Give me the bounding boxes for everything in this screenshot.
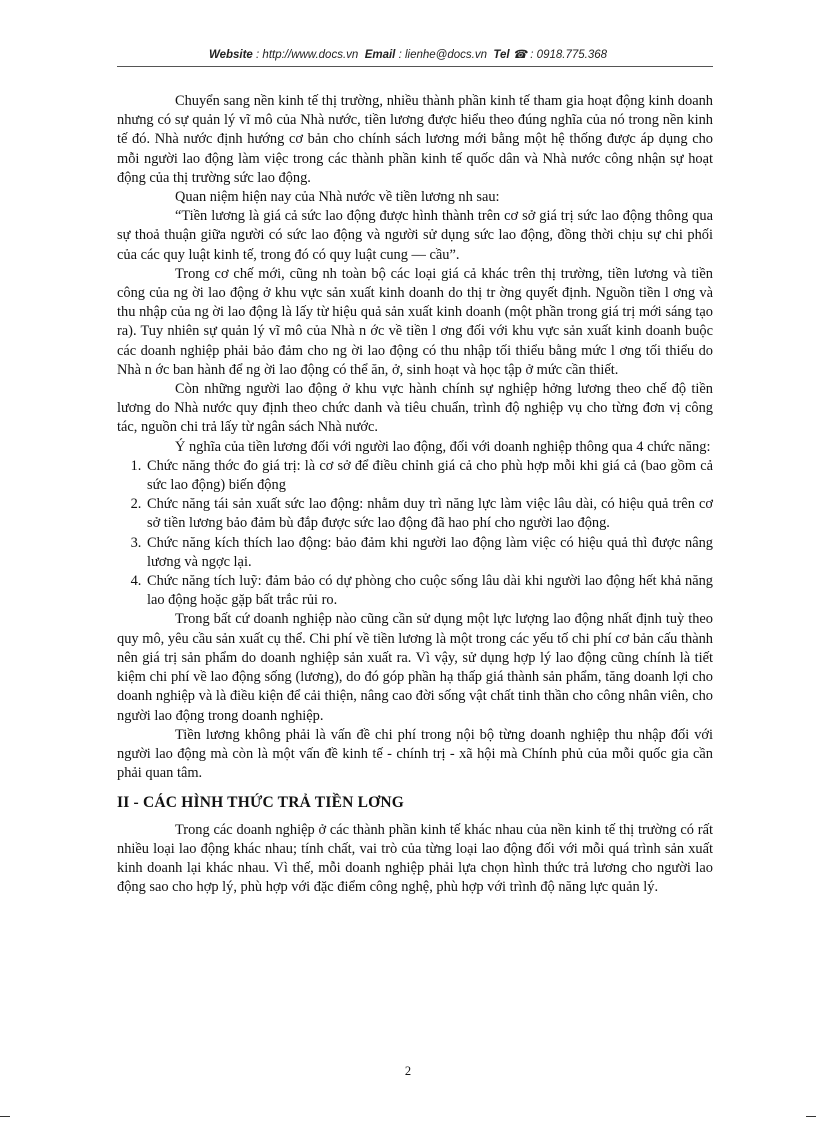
paragraph: Ý nghĩa của tiền lương đối với người lao động, đối với doanh nghiệp thông qua 4 chức năng:: [175, 438, 711, 455]
header-divider: [117, 66, 713, 67]
tel-label: Tel: [493, 49, 510, 61]
paragraph: Trong các doanh nghiệp ở các thành phần kinh tế khác nhau của nền kinh tế thị trường có rất nhiều loại lao động khác nhau; tính chất, vai trò của từng loại lao động đối với mỗi quá trình sản xuất kinh doanh lại khác nhau. Vì thế, mỗi doanh nghiệp phải lựa chọn hình thức trả lương cho người lao động sao cho hợp lý, phù hợp với đặc điểm công nghệ, phù hợp với trình độ năng lực quản lý.: [117, 821, 713, 896]
functions-list: [117, 457, 713, 611]
list-item: 4. Chức năng tích luỹ: đảm bảo có dự phòng cho cuộc sống lâu dài khi người lao động hết khả năng lao động hoặc gặp bất trắc rủi ro.: [145, 572, 713, 610]
crop-mark: [0, 1116, 10, 1117]
paragraph: Trong bất cứ doanh nghiệp nào cũng cần sử dụng một lực lượng lao động nhất định tuỳ theo quy mô, yêu cầu sản xuất cụ thể. Chi phí về tiền lương là một trong các yếu tố chi phí cơ bản cấu thành nên giá trị sản phẩm do doanh nghiệp sản xuất ra. Vì vậy, sử dụng hợp lý lao động cũng chính là tiết kiệm chi phí về lao động sống (lương), do đó góp phần hạ thấp giá thành sản phẩm, tăng doanh lợi cho doanh nghiệp và là điều kiện để cải thiện, nâng cao đời sống vật chất tinh thần cho công nhân viên, cho người lao động trong doanh nghiệp.: [117, 611, 713, 724]
website-label: Website: [208, 49, 253, 61]
quote-paragraph: “Tiền lương là giá cả sức lao động được hình thành trên cơ sở giá trị sức lao động thông qua sự thoả thuận giữa người có sức lao động và người sử dụng sức lao động, đồng thời chịu sự chi phối của các quy luật kinh tế, trong đó có quy luật cung — cầu”.: [117, 208, 713, 263]
website-value: : http://www.docs.vn: [256, 49, 359, 61]
list-item: 3. Chức năng kích thích lao động: bảo đảm khi người lao động làm việc có hiệu quả thì được nâng lương và ngợc lại.: [145, 534, 713, 572]
paragraph: Chuyển sang nền kinh tế thị trường, nhiều thành phần kinh tế tham gia hoạt động kinh doanh nhưng có sự quản lý vĩ mô của Nhà nước, tiền lương được hiểu theo đúng nghĩa của nó trong nền kinh tế đó. Nhà nước định hướng cơ bản cho chính sách lương mới bằng một hệ thống được áp dụng cho mỗi người lao động làm việc trong các thành phần kinh tế quốc dân và Nhà nước công nhận sự hoạt động của thị trường sức lao động.: [117, 93, 713, 186]
paragraph: Tiền lương không phải là vấn đề chi phí trong nội bộ từng doanh nghiệp thu nhập đối với người lao động mà còn là một vấn đề kinh tế - chính trị - xã hội mà Chính phủ của mỗi quốc gia cần phải quan tâm.: [117, 726, 713, 782]
email-value: : lienhe@docs.vn: [398, 49, 487, 61]
paragraph: Còn những người lao động ở khu vực hành chính sự nghiệp hởng lương theo chế độ tiền lương do Nhà nước quy định theo chức danh và tiêu chuẩn, trình độ nghiệp vụ cho từng đơn vị công tác, nguồn chi trả lấy từ ngân sách Nhà nước.: [117, 381, 713, 436]
phone-icon: ☎: [512, 49, 528, 61]
tel-value: : 0918.775.368: [530, 49, 608, 61]
page-header: [0, 47, 816, 61]
paragraph: Trong cơ chế mới, cũng nh toàn bộ các loại giá cả khác trên thị trường, tiền lương và tiền công của ng ời lao động ở khu vực sản xuất kinh doanh do thị tr ờng quyết định. Nguồn tiền l ơng và thu nhập của ng ời lao động là lấy từ hiệu quả sản xuất kinh doanh (một phần trong giá trị mới sáng tạo ra). Tuy nhiên sự quản lý vĩ mô của Nhà n ớc về tiền l ơng đối với khu vực sản xuất kinh doanh buộc các doanh nghiệp phải bảo đảm cho ng ời lao động có thu nhập tối thiểu bằng mức l ơng tối thiểu do Nhà n ớc ban hành để ng ời lao động có thể ăn, ở, sinh hoạt và học tập ở mức cần thiết.: [117, 265, 713, 378]
page-number: 2: [404, 1064, 412, 1078]
list-item: 2. Chức năng tái sản xuất sức lao động: nhằm duy trì năng lực làm việc lâu dài, có hiệu quả trên cơ sở tiền lương bảo đảm bù đắp được sức lao động đã hao phí cho người lao động.: [145, 495, 713, 533]
crop-mark: [806, 1116, 816, 1117]
document-body: [117, 92, 713, 897]
list-item: 1. Chức năng thớc đo giá trị: là cơ sở để điều chỉnh giá cả cho phù hợp mỗi khi giá cả (bao gồm cả sức lao động) biến động: [145, 457, 713, 495]
section-title: II - CÁC HÌNH THỨC TRẢ TIỀN LƠNG: [117, 794, 405, 812]
email-label: Email: [364, 49, 396, 61]
paragraph: Quan niệm hiện nay của Nhà nước về tiền lương nh sau:: [175, 189, 500, 206]
